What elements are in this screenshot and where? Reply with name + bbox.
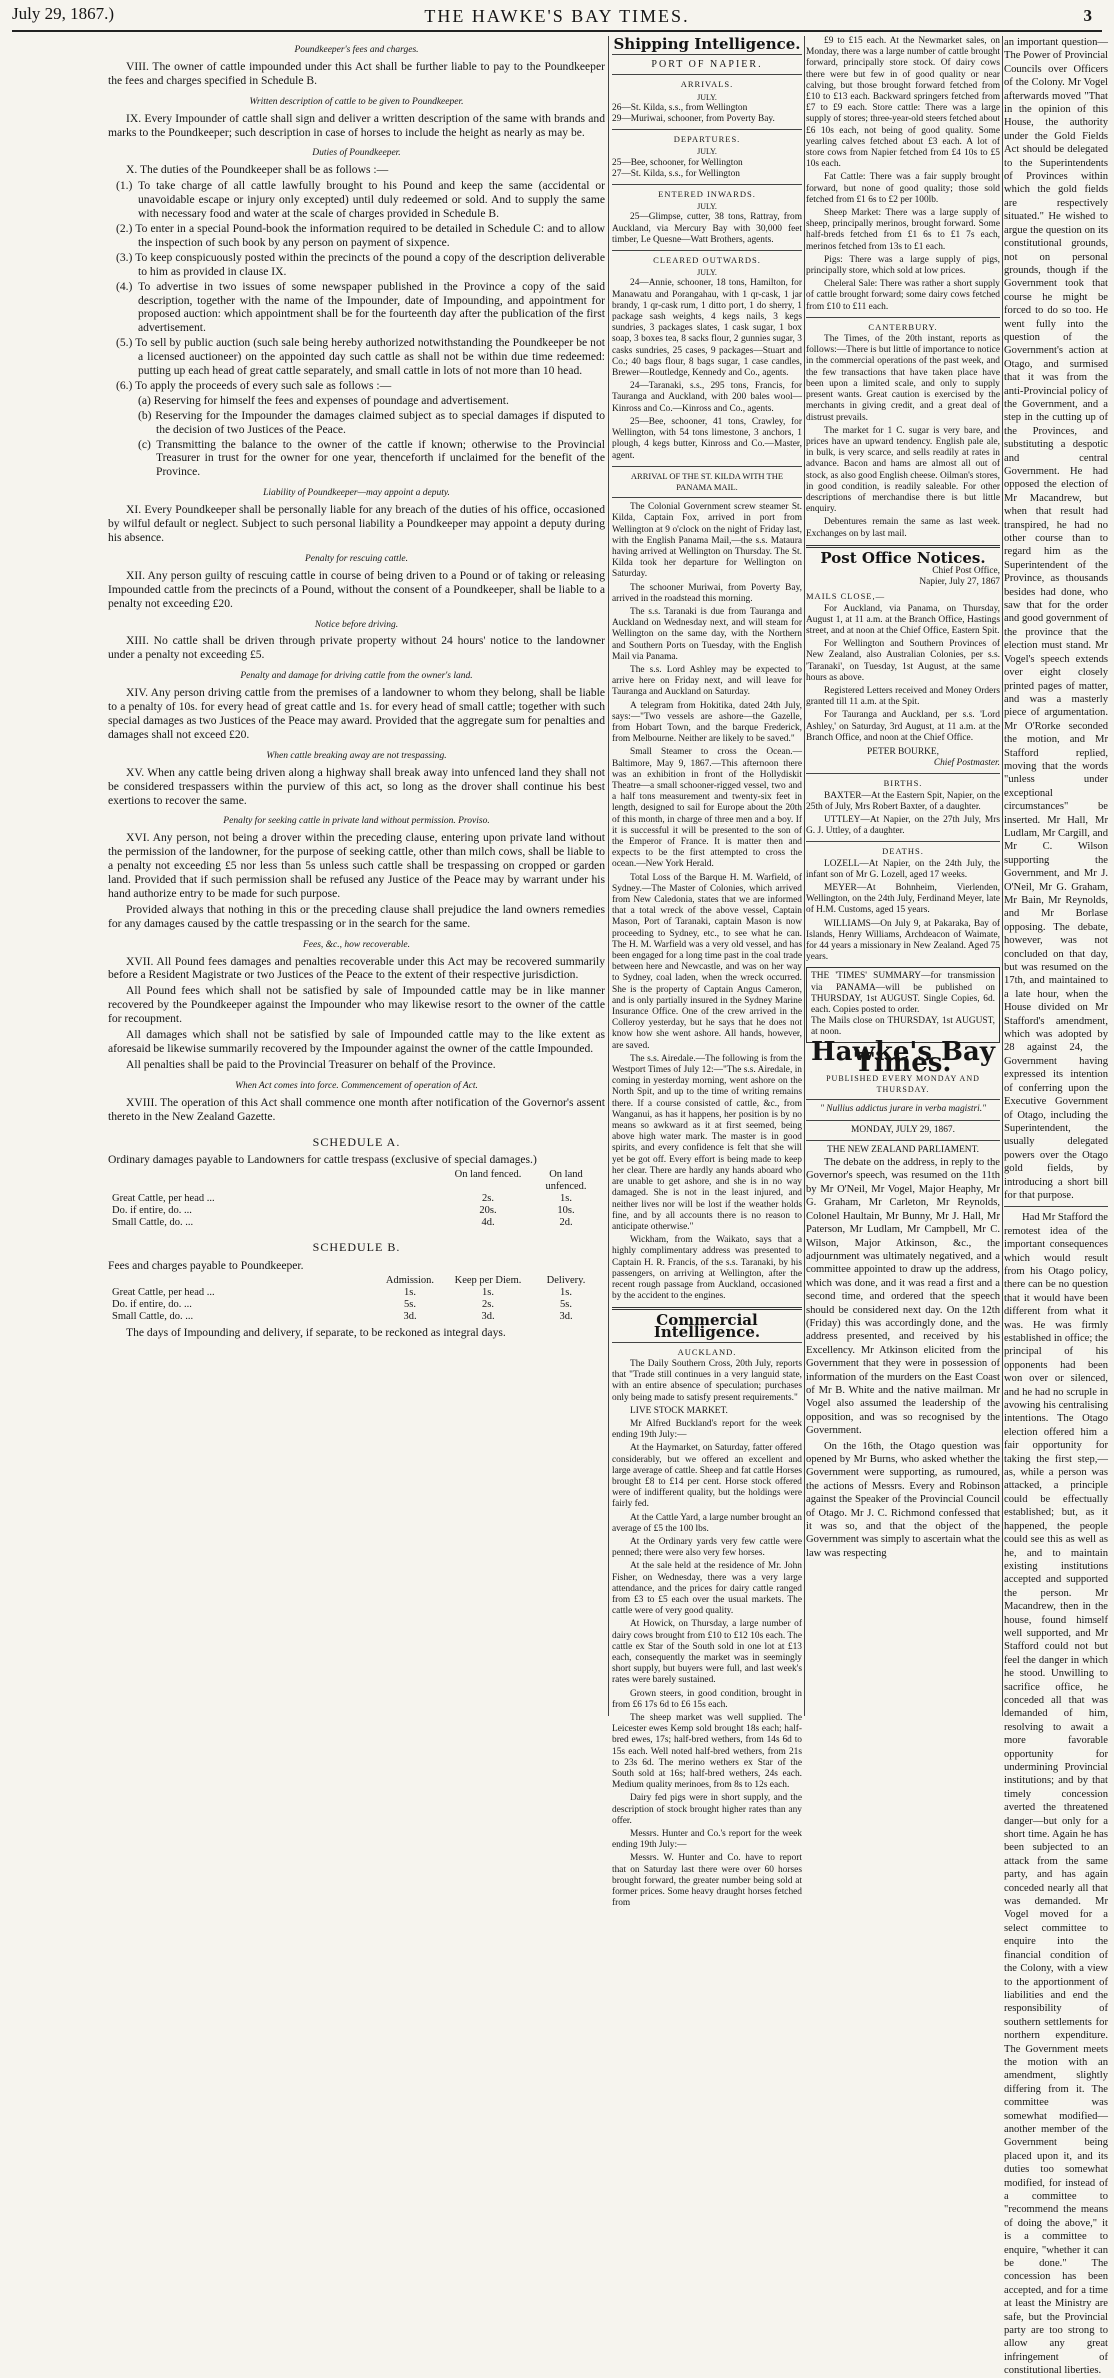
clause-paragraph: VIII. The owner of cattle impounded under this Act shall be further liable to pay to the Poundkeeper the fees and charges specified in Schedule B.: [108, 59, 605, 87]
post-office-heading: Post Office Notices.: [820, 548, 986, 567]
marginal-heading: Written description of cattle to be given to Poundkeeper.: [249, 96, 464, 107]
paragraph: For Wellington and Southern Provinces of New Zealand, also Australian Colonies, per s.s. 'Taranaki', on Tuesday, 1st August, at the same hours as above.: [806, 639, 1000, 683]
paragraph: The Daily Southern Cross, 20th July, reports that "Trade still continues in a very languid state, with an entire absence of speculation; purchases only being made to satisfy present requirements.": [612, 1358, 802, 1403]
list-item: UTTLEY—At Napier, on the 27th July, Mrs G. J. Uttley, of a daughter.: [806, 815, 1000, 837]
nameplate: Hawke's Bay Times.: [811, 1036, 995, 1078]
table-row: [108, 1311, 605, 1323]
table-row: [108, 1299, 605, 1311]
marginal-heading: Penalty for seeking cattle in private land without permission. Proviso.: [223, 816, 490, 827]
masthead-rule: [12, 30, 1102, 32]
paragraph: At the Cattle Yard, a large number brought an average of £5 the 100 lbs.: [612, 1512, 802, 1534]
marginal-heading: When Act comes into force. Commencement of operation of Act.: [235, 1080, 478, 1091]
paragraph: Small Steamer to cross the Ocean.—Baltimore, May 9, 1867.—This afternoon there was an exhibition in front of the Hollydiskit Theatre—a small schooner-rigged vessel, two and a half tons measurement and twenty-six feet in length, designed to sail for Europe about the 20th of this month, in charge of three men and a boy. If it is successful it will be presented to the son of the Emperor of France. It is matter then and expects to be the first attempted to cross the ocean.—New York Herald.: [612, 747, 802, 870]
schedule-b-header: [108, 1275, 371, 1287]
clause-paragraph: (2.) To enter in a special Pound-book the information required to be detailed in Schedule C: and to allow the inspection of such book by any person on payment of sixpence.: [116, 221, 605, 249]
clause-paragraph: XVI. Any person, not being a drover within the preceding clause, entering upon private land without the permission of the landowner, for the purpose of seeking cattle, other than milch cows, shall be liable to a penalty not exceeding £5 nor less than 5s unless such cattle shall be trespassing on cropped or garden land. Provided that if such permission shall be refused any Justice of the Peace may by warrant under his hand authorize entry to be made for such purpose.: [108, 831, 605, 900]
market-report: [806, 36, 1000, 313]
paragraph: Fat Cattle: There was a fair supply brought forward, but none of good quality; those sold fetched from £1 6s to £2 per 100lb.: [806, 172, 1000, 205]
table-row: [108, 1287, 605, 1299]
column-divider: [1002, 36, 1003, 1716]
paragraph: For Auckland, via Panama, on Thursday, August 1, at 11 a.m. at the Branch Office, Hastings street, and at noon at the Chief Office, Eastern Spit.: [806, 603, 1000, 636]
list-item: 25—Glimpse, cutter, 38 tons, Rattray, from Auckland, via Mercury Bay with 30,000 feet timber, Le Quesne—Watt Brothers, agents.: [612, 212, 802, 245]
schedule-b-header: Admission.: [385, 1275, 435, 1287]
paragraph: The s.s. Lord Ashley may be expected to arrive here on Friday next, and will leave for Tauranga and Auckland on Saturday.: [612, 664, 802, 698]
masthead: [0, 0, 1114, 34]
notices-column: [806, 36, 1000, 1716]
post-office-name: Chief Post Office,: [932, 565, 1000, 576]
motto: " Nullius addictus jurare in verba magistri.": [819, 1104, 987, 1115]
table-cell: 1s.: [560, 1193, 572, 1205]
schedule-b-header: Delivery.: [546, 1275, 586, 1287]
paragraph: Messrs. Hunter and Co.'s report for the week ending 19th July:—: [612, 1829, 802, 1851]
paragraph: The Times, of the 20th instant, reports as follows:—There is but little of importance to notice in the commercial operations of the past week, and the few transactions that have taken place have been upon a limited scale, and only to supply present wants. Great caution is exercised by the merchants in giving credit, and a great deal of distrust prevails.: [806, 334, 1000, 423]
arrivals-heading: ARRIVALS.: [680, 79, 734, 90]
schedule-a-table: [108, 1169, 605, 1229]
column-divider: [804, 36, 805, 1716]
clause-paragraph: XVIII. The operation of this Act shall commence one month after notification of the Governor's assent thereto in the New Zealand Gazette.: [108, 1095, 605, 1123]
list-item: 25—Bee, schooner, for Wellington: [612, 157, 743, 168]
paragraph: Sheep Market: There was a large supply of sheep, principally merinos, brought forward. Some half-breds fetched from £1 6s to £1 7s each, merinos fetched from 13s to £1 each.: [806, 208, 1000, 252]
entered-heading: ENTERED INWARDS.: [658, 189, 756, 200]
paragraph: Pigs: There was a large supply of pigs, principally store, which sold at low prices.: [806, 254, 1000, 277]
table-cell: Great Cattle, per head ...: [112, 1193, 215, 1205]
list-item: 25—Bee, schooner, 41 tons, Crawley, for Wellington, with 54 tons limestone, 3 anchors, 1 plough, 4 kegs butter, Kinross and Co.—Master, agent.: [612, 416, 802, 461]
clause-paragraph: XI. Every Poundkeeper shall be personally liable for any breach of the duties of his office, occasioned by wilful default or neglect. Subject to such personal liability a Poundkeeper may appoint a deputy during his absence.: [108, 503, 605, 544]
marginal-heading: Liability of Poundkeeper—may appoint a deputy.: [263, 488, 450, 499]
clause-paragraph: (1.) To take charge of all cattle lawfully brought to his Pound and keep the same (accidental or unavoidable escape or injury only excepted) until duly redeemed or sold. And to supply the same with necessary food and water at the scale of charges provided in Schedule B.: [116, 179, 605, 221]
table-cell: 10s.: [557, 1205, 575, 1217]
paragraph: The schooner Muriwai, from Poverty Bay, arrived in the roadstead this morning.: [612, 582, 802, 604]
table-cell: 1s.: [560, 1287, 572, 1299]
paragraph: At Howick, on Thursday, a large number of dairy cows brought from £10 to £12 10s each. The cattle ex Star of the South sold in one lot at £13 each, consequently the market was in seemingly short supply, but buyers were full, and last week's rates were barely sustained.: [612, 1619, 802, 1686]
list-item: 26—St. Kilda, s.s., from Wellington: [612, 102, 748, 113]
schedule-b-footer: The days of Impounding and delivery, if separate, to be reckoned as integral days.: [126, 1326, 506, 1340]
paragraph: The s.s. Taranaki is due from Tauranga and Auckland on Wednesday next, and will steam for Wellington on the same day, with the Northern and Southern Ports on Tuesday, with the English Mail via Panama.: [612, 606, 802, 662]
paragraph: LIVE STOCK MARKET.: [630, 1405, 728, 1416]
schedule-a-header: On land fenced.: [454, 1169, 522, 1181]
publication-schedule: PUBLISHED EVERY MONDAY AND THURSDAY.: [826, 1074, 980, 1095]
clause-paragraph: (5.) To sell by public auction (such sale being hereby authorized notwithstanding the Poundkeeper be not a licensed auctioneer) on the appointed day such cattle as shall not be within due time redeemed: putting up each head of great cattle separately, and small cattle in lots of not more than 10 head.: [116, 336, 605, 378]
marginal-heading: Fees, &c., how recoverable.: [302, 939, 410, 950]
post-notices: [806, 604, 1000, 744]
editorial-paragraph: an important question—The Power of Provincial Councils over Officers of the Colony. Mr Vogel afterwards moved "That in the opinion of this House, the authority under the Gold Fields Act should be delegated to the Superintendents of Provinces within which the gold fields are respectively situated." He wished to argue the question on its constitutional grounds, not on personal grounds, though if the Government took that course he might be forced to do so too. He went fully into the question of the Government's action at Otago, and surmised that it was from the anti-Provincial policy of the Government, and a step in the cutting up of the Provinces, and substituting a despotic and central Government. He had opposed the election of Mr Macandrew, but when that result had transpired, he had no other course than to regard him as the Superintendent of the Province, as thousands besides had done, who saw that for the order and good government of the province that the election must stand. Mr Vogel's speech extends over eight closely printed pages of matter, and was a masterly piece of argumentation. Mr O'Rorke seconded the motion, and Mr Stafford replied, moving that the words "unless under exceptional circumstances" be inserted. Mr Hall, Mr Ludlam, Mr Cargill, and Mr C. Wilson supporting the Government, and Mr J. O'Neil, Mr G. Graham, Mr Bain, Mr Reynolds, and Mr Borlase opposing. The debate, however, was not concluded on that day, but was resumed on the 17th, and maintained to a late hour, when the House divided on Mr Stafford's amendment, which was adopted by 28 against 24, the Government having expressed its intention of conferring upon the Executive Government of Otago, including the Superintendent, the usually delegated powers over the Otago gold fields, by introducing a short bill for that purpose.: [1004, 37, 1108, 1201]
paragraph: £9 to £15 each. At the Newmarket sales, on Monday, there was a large number of cattle brought forward, principally store stock. Of dairy cows there were but few in of good quality or near calving, but those brought forward fetched from £10 to £13 each. Backward springers fetched from £7 to £9 each. Store cattle: There was a large supply of stores; three-year-old steers fetched about £6 10s each, not being of good quality. Some yearling calves fetched about £3 each. A lot of store cows from Napier fetched from £4 10s to £5 10s each.: [806, 36, 1001, 170]
schedule-b-table: [108, 1275, 605, 1323]
act-column: [108, 36, 605, 1716]
table-row: [108, 1217, 605, 1229]
clause-paragraph: (b) Reserving for the Impounder the damages claimed subject as to special damages if disputed to the decision of two Justices of the Peace.: [138, 408, 605, 436]
paragraph: Total Loss of the Barque H. M. Warfield, of Sydney.—The Master of Colonies, which arrived from New Caledonia, states that we are informed that a total wreck of the above vessel, Captain Mason, Port of Taranaki, captain Mason is now proceeding to Sydney, etc., to see what he can. The H. M. Warfield was a very old vessel, and has been engaged for a long time past in the coal trade between here and Newcastle, and was on her way to Sydney, coal laden, when the wreck occurred. She is the property of Captain Angus Cameron, and is only partially insured in the Sydney Marine Insurance Office. One of the crew arrived in the Colleroy yesterday, but he says that he does not know how she went ashore. All hands, however, are saved.: [612, 872, 802, 1051]
departures-heading: DEPARTURES.: [673, 134, 741, 145]
schedule-a-title: SCHEDULE A.: [312, 1134, 401, 1149]
paragraph: At the Ordinary yards very few cattle were penned; there were also very few horses.: [612, 1536, 802, 1559]
table-cell: Small Cattle, do. ...: [112, 1311, 194, 1323]
act-clauses: [108, 44, 605, 1124]
canterbury-report: [806, 334, 1000, 540]
clause-paragraph: (4.) To advertise in two issues of some newspaper published in the Province a copy of the said description, together with the name of the Impounder, date of Impounding, and appointment for proposed auction: which appointment shall be for the fourteenth day after the publication of the first advertisement.: [116, 279, 605, 335]
issue-date: MONDAY, JULY 29, 1867.: [851, 1124, 955, 1135]
port-heading: PORT OF NAPIER.: [651, 59, 763, 71]
table-cell: 20s.: [479, 1205, 497, 1217]
marginal-heading: Penalty and damage for driving cattle from the owner's land.: [240, 671, 473, 682]
marginal-heading: Duties of Poundkeeper.: [312, 148, 401, 159]
table-cell: 2s.: [482, 1193, 494, 1205]
clause-paragraph: X. The duties of the Poundkeeper shall be as follows :—: [126, 163, 389, 177]
arrival-report: [612, 502, 802, 1302]
table-row: [108, 1193, 605, 1205]
paragraph: Registered Letters received and Money Orders granted till 11 a.m. at the Spit.: [806, 685, 1000, 708]
deaths-heading: DEATHS.: [882, 846, 924, 857]
clause-paragraph: (a) Reserving for himself the fees and expenses of poundage and advertisement.: [138, 393, 509, 407]
marginal-heading: Poundkeeper's fees and charges.: [294, 45, 419, 55]
table-cell: Great Cattle, per head ...: [112, 1287, 215, 1299]
newspaper-title: THE HAWKE'S BAY TIMES.: [424, 6, 690, 26]
page-number: 3: [1083, 6, 1092, 25]
clause-paragraph: IX. Every Impounder of cattle shall sign and deliver a written description of the same with brands and marks to the Poundkeeper; such description in case of horses to include the height as nearly as may be.: [108, 111, 605, 139]
commercial-report: [612, 1359, 802, 1910]
paragraph: The s.s. Airedale.—The following is from the Westport Times of July 12:—"The s.s. Airedale, in coming in yesterday morning, went ashore on the North Spit, and up to the time of writing remains there. If a course consisted of cattle, &c., from Wanganui, as has it happens, her position is by no means so awkward as it at first seemed, being above high water mark. The master is in good spirits, and every confidence is felt that she will yet be got off. Every effort is being made to keep her clear. There are hardly any hands aboard who are unable to get ashore, and she is in no way damaged. She is not in the least injured, and neither lives nor will be lost if the weather holds fine, and by all accounts there is no reason to anticipate otherwise.": [612, 1053, 802, 1232]
arrivals-month: JULY.: [697, 92, 717, 102]
list-item: BAXTER—At the Eastern Spit, Napier, on the 25th of July, Mrs Robert Baxter, of a daughter.: [806, 790, 1000, 812]
list-item: WILLIAMS—On July 9, at Pakaraka, Bay of Islands, Henry Williams, Archdeacon of Waimate, for 44 years a missionary in New Zealand. Aged 75 years.: [806, 918, 1000, 963]
column-divider: [608, 36, 609, 1716]
commercial-heading: Commercial Intelligence.: [653, 1311, 761, 1341]
marginal-heading: When cattle breaking away are not trespassing.: [266, 750, 447, 761]
clause-paragraph: XVII. All Pound fees damages and penalties recoverable under this Act may be recovered summarily before a Resident Magistrate or two Justices of the Peace to the extent of their respective jurisdiction.: [108, 954, 605, 982]
mails-close-heading: MAILS CLOSE,—: [806, 591, 886, 602]
schedule-a-header: On land unfenced.: [545, 1169, 587, 1193]
clause-paragraph: XII. Any person guilty of rescuing cattle in course of being driven to a Pound or of taking or releasing Impounded cattle from the precincts of a Pound, without the consent of a Poundkeeper, shall be liable to a penalty not exceeding £20.: [108, 568, 605, 610]
list-item: 29—Muriwai, schooner, from Poverty Bay.: [612, 114, 775, 125]
schedule-b-intro: Fees and charges payable to Poundkeeper.: [108, 1259, 304, 1273]
post-office-date: Napier, July 27, 1867: [919, 577, 1000, 588]
list-item: 24—Taranaki, s.s., 295 tons, Francis, for Tauranga and Auckland, with 200 bales wool—Kinross and Co.—Kinross and Co., agents.: [612, 381, 802, 414]
clause-paragraph: (3.) To keep conspicuously posted within the precincts of the pound a copy of the description deliverable to him as provided in clause IX.: [116, 250, 605, 278]
auckland-heading: AUCKLAND.: [677, 1346, 737, 1357]
list-item: 27—St. Kilda, s.s., for Wellington: [612, 168, 740, 179]
issue-date-header: July 29, 1867.): [12, 4, 114, 23]
clause-paragraph: XIII. No cattle shall be driven through private property without 24 hours' notice to the landowner under a penalty not exceeding £5.: [108, 634, 605, 662]
clause-paragraph: Provided always that nothing in this or the preceding clause shall prejudice the land owners remedies for any damages caused by the cattle trespassing or in the search for the same.: [108, 902, 605, 930]
paragraph: At the sale held at the residence of Mr. John Fisher, on Wednesday, there was a very large attendance, and the prices for dairy cattle ranged from £3 to £5 each over the usual markets. The cattle were of very good quality.: [612, 1561, 802, 1617]
paragraph: At the Haymarket, on Saturday, fatter offered considerably, but we offered an excellent and large average of cattle. Sheep and fat cattle Horses brought £8 to £14 per cent. Horse stock offered were of indifferent quality, but the holdings were fairly fed.: [612, 1443, 802, 1510]
paragraph: The debate on the address, in reply to the Governor's speech, was resumed on the 11th by Mr O'Neil, Mr Vogel, Major Heaphy, Mr G. Graham, Mr Carleton, Mr Reynolds, Colonel Haultain, Mr Bunny, Mr J. Hall, Mr Paterson, Mr Ludlam, Mr Campbell, Mr C. Wilson, Major Atkinson, &c., the adjournment was ultimately negatived, and a committee appointed to draw up the address, which was done, and it was read a first and a second time, and ordered that the speech should be considered next day. On the 12th (Friday) this was accordingly done, and the address presented, and received by his Excellency. Mr Atkinson elicited from the Government that they were in possession of information of the murders on the East Coast of Mr B. White and the native mailman. Mr Vogel also assumed the leadership of the opposition, and was so recognised by the Government.: [806, 1157, 1000, 1437]
paragraph: Dairy fed pigs were in short supply, and the description of stock brought higher rates than any offer.: [612, 1793, 802, 1826]
paragraph: Wickham, from the Waikato, says that a highly complimentary address was presented to Captain H. R. Francis, of the s.s. Taranaki, by his passengers, on arriving at Wellington, after the recent rough passage from Auckland, occasioned by the accident to the engines.: [612, 1235, 802, 1302]
clause-paragraph: (c) Transmitting the balance to the owner of the cattle if known; otherwise to the Provincial Treasurer in trust for the owner for one year, thenceforth if unclaimed for the benefit of the Province.: [138, 437, 605, 479]
table-cell: 3d.: [403, 1311, 417, 1323]
paragraph: Messrs. W. Hunter and Co. have to report that on Saturday last there were over 60 horses brought forward, the greater number being sold at former prices. Some heavy draught horses fetched from: [612, 1853, 802, 1909]
clause-paragraph: XIV. Any person driving cattle from the premises of a landowner to whom they belong, shall be liable to a penalty of 10s. for every head of great cattle and 1s. for every head of small cattle; together with such special damages as two Justices of the Peace may award. Provided that the aggregate sum for penalties and damages shall not exceed £20.: [108, 686, 605, 741]
schedule-b-title: SCHEDULE B.: [312, 1240, 401, 1255]
table-row: [108, 1205, 605, 1217]
summary-notice: [806, 967, 1000, 1042]
paragraph: Grown steers, in good condition, brought in from £6 17s 6d to £6 15s each.: [612, 1688, 802, 1710]
paragraph: The Colonial Government screw steamer St. Kilda, Captain Fox, arrived in port from Wellington at 9 o'clock on the night of Friday last, with the English Panama Mail,—the s.s. Mataura having arrived at Wellington on Thursday. The St. Kilda took her departure for Wellington on Saturday.: [612, 502, 802, 580]
paragraph: Mr Alfred Buckland's report for the week ending 19th July:—: [612, 1418, 802, 1441]
table-cell: Do. if entire, do. ...: [112, 1299, 192, 1311]
cleared-month: JULY.: [697, 268, 717, 278]
summary-text: THE 'TIMES' SUMMARY—for transmission via PANAMA—will be published on THURSDAY, 1st AUGUST. Single Copies, 6d. each. Copies posted to order.: [811, 971, 995, 1016]
clause-paragraph: (6.) To apply the proceeds of every such sale as follows :—: [116, 378, 392, 392]
shipping-heading: Shipping Intelligence.: [613, 35, 801, 53]
parliament-report: [806, 1156, 1000, 1560]
table-cell: 2s.: [482, 1299, 494, 1311]
entered-month: JULY.: [697, 202, 717, 212]
marginal-heading: Penalty for rescuing cattle.: [304, 553, 409, 564]
births-heading: BIRTHS.: [883, 778, 923, 789]
table-cell: 2d.: [559, 1217, 573, 1229]
paragraph: On the 16th, the Otago question was opened by Mr Burns, who asked whether the Government were supporting, as rumoured, the actions of Messrs. Every and Robinson against the Speaker of the Provincial Council of Otago. Mr J. C. Richmond confessed that it was so, and that the object of the Government was simply to ascertain what the law was respecting: [806, 1440, 1000, 1559]
postmaster-name: PETER BOURKE,: [867, 746, 939, 757]
table-cell: 1s.: [404, 1287, 416, 1299]
table-cell: 3d.: [481, 1311, 495, 1323]
postmaster-title: Chief Postmaster.: [933, 758, 1000, 769]
paragraph: For Tauranga and Auckland, per s.s. 'Lord Ashley,' on Saturday, 3rd August, at 11 a.m. at the Branch Office, and noon at the Chief Office.: [806, 710, 1000, 743]
table-cell: Do. if entire, do. ...: [112, 1205, 192, 1217]
schedule-a-intro: Ordinary damages payable to Landowners for cattle trespass (exclusive of special damages.): [108, 1153, 537, 1167]
departures-month: JULY.: [697, 147, 717, 157]
paragraph: Cheleral Sale: There was rather a short supply of cattle brought forward; some dairy cows fetched from £10 to £11 each.: [806, 279, 1000, 312]
canterbury-heading: CANTERBURY.: [868, 321, 938, 332]
shipping-column: [612, 35, 802, 1909]
cleared-heading: CLEARED OUTWARDS.: [653, 255, 761, 266]
paragraph: The sheep market was well supplied. The Leicester ewes Kemp sold brought 18s each; half-bred ewes, 17s; half-bred wethers, from 14s 6d to 15s each. Well noted half-bred wethers, from 21s to 23s 6d. The merino wethers ex Star of the South sold at 16s; half-bred wethers, 24s each. Medium quality merinoes, from 8s to 12s each.: [612, 1713, 802, 1791]
parliament-heading: THE NEW ZEALAND PARLIAMENT.: [827, 1144, 979, 1155]
editorial-paragraph: Had Mr Stafford the remotest idea of the important consequences which would result from his Otago policy, there can be no question that it would have been different from what it was. He was firmly established in office; the principal of his opponents had been won over or silenced, and he had no scruple in avowing his centralising intentions. The Otago election offered him a fair opportunity for taking the first step,—as, while a person was attacked, a principle could be effectually established; but, as it happened, the people could see this as well as he, and to maintain existing institutions accepted and supported the person. Mr Macandrew, then in the house, found himself well supported, and Mr Stafford could not but feel the danger in which he stood. Unwilling to sacrifice office, he conceded all that was demanded of him, resolving to await a more favorable opportunity for undermining Provincial institutions; and by that timely concession averted the threatened danger—but only for a short time. Again he has been subjected to an attack from the same party, and has again conceded nearly all that was demanded. Mr Vogel moved for a select committee to enquire into the financial condition of the Colony, with a view to the apportionment of liabilities and end the responsibility of southern settlements for northern expenditure. The Government meets the motion with an amendment, slightly differing from it. The committee was somewhat modified—another member of the Government being placed upon it, and its duties too somewhat modified, for instead of a committee to "recommend the means of doing the above," it is a committee to enquire, "whether it can be done." The concession has been accepted, and for a time at least the Ministry are safe, but the Provincial party are too strong to allow any great infringement of constitutional liberties.: [1004, 1212, 1109, 2377]
editorial-column: [1004, 36, 1109, 2377]
table-cell: 5s.: [404, 1299, 416, 1311]
paragraph: The market for 1 C. sugar is very bare, and prices have an upward tendency. English pale ale, in bulk, is very scarce, and sells readily at rates in advance. Bacon and hams are almost all out of stock, as also good English cheese. Oilman's stores, in good condition, is readily saleable. For other descriptions of merchandise there is but little enquiry.: [806, 425, 1000, 515]
list-item: MEYER—At Bohnheim, Vierlenden, Wellington, on the 24th July, Ferdinand Meyer, late of H.M. Customs, aged 15 years.: [806, 883, 1000, 916]
paragraph: A telegram from Hokitika, dated 24th July, says:—"Two vessels are ashore—the Gazelle, from Hobart Town, and the barque Frederick, from Melbourne. Neither are likely to be saved.": [612, 700, 802, 745]
paragraph: Debentures remain the same as last week. Exchanges on by last mail.: [806, 517, 1000, 539]
marginal-heading: Notice before driving.: [314, 619, 399, 630]
summary-note: The Mails close on THURSDAY, 1st AUGUST, at noon.: [811, 1016, 995, 1038]
clause-paragraph: All Pound fees which shall not be satisfied by sale of Impounded cattle may be in like manner recovered by the Poundkeeper against the Impounder who may likewise resort to the owner of the cattle for recoupment.: [108, 984, 605, 1026]
clause-paragraph: All penalties shall be paid to the Provincial Treasurer on behalf of the Province.: [126, 1057, 496, 1071]
table-cell: Small Cattle, do. ...: [112, 1217, 194, 1229]
schedule-a-header: [108, 1169, 449, 1193]
arrival-heading: ARRIVAL OF THE ST. KILDA WITH THE PANAMA MAIL.: [630, 470, 784, 492]
clause-paragraph: XV. When any cattle being driven along a highway shall break away into unfenced land they shall not be considered trespassers within the purview of this act, so long as the drover shall continue his best exertions to recover the same.: [108, 765, 605, 807]
list-item: LOZELL—At Napier, on the 24th July, the infant son of Mr G. Lozell, aged 17 weeks.: [806, 858, 1000, 880]
table-cell: 1s.: [482, 1287, 494, 1299]
table-cell: 3d.: [559, 1311, 573, 1323]
schedule-b-header: Keep per Diem.: [454, 1275, 522, 1287]
table-cell: 4d.: [481, 1217, 495, 1229]
clause-paragraph: All damages which shall not be satisfied by sale of Impounded cattle may to the like extent as aforesaid be likewise summarily recovered by the Impounder against the owner of the cattle Impounded.: [108, 1028, 605, 1055]
table-cell: 5s.: [560, 1299, 572, 1311]
list-item: 24—Annie, schooner, 18 tons, Hamilton, for Manawatu and Porangahau, with 1 qr-cask, 1 jar brandy, 1 qr-cask rum, 1 ditto port, 1 do sherry, 1 package sash weights, 4 kegs nails, 3 kegs sundries, 3 packages slates, 1 cask sugar, 1 box soap, 3 boxes tea, 8 sacks flour, 2 gunnies sugar, 3 casks sundries, 25 cases, 9 packages—Stuart and Co.; 40 bags flour, 8 bags sugar, 1 case candles, Brewer—Routledge, Kennedy and Co., agents.: [612, 278, 802, 379]
